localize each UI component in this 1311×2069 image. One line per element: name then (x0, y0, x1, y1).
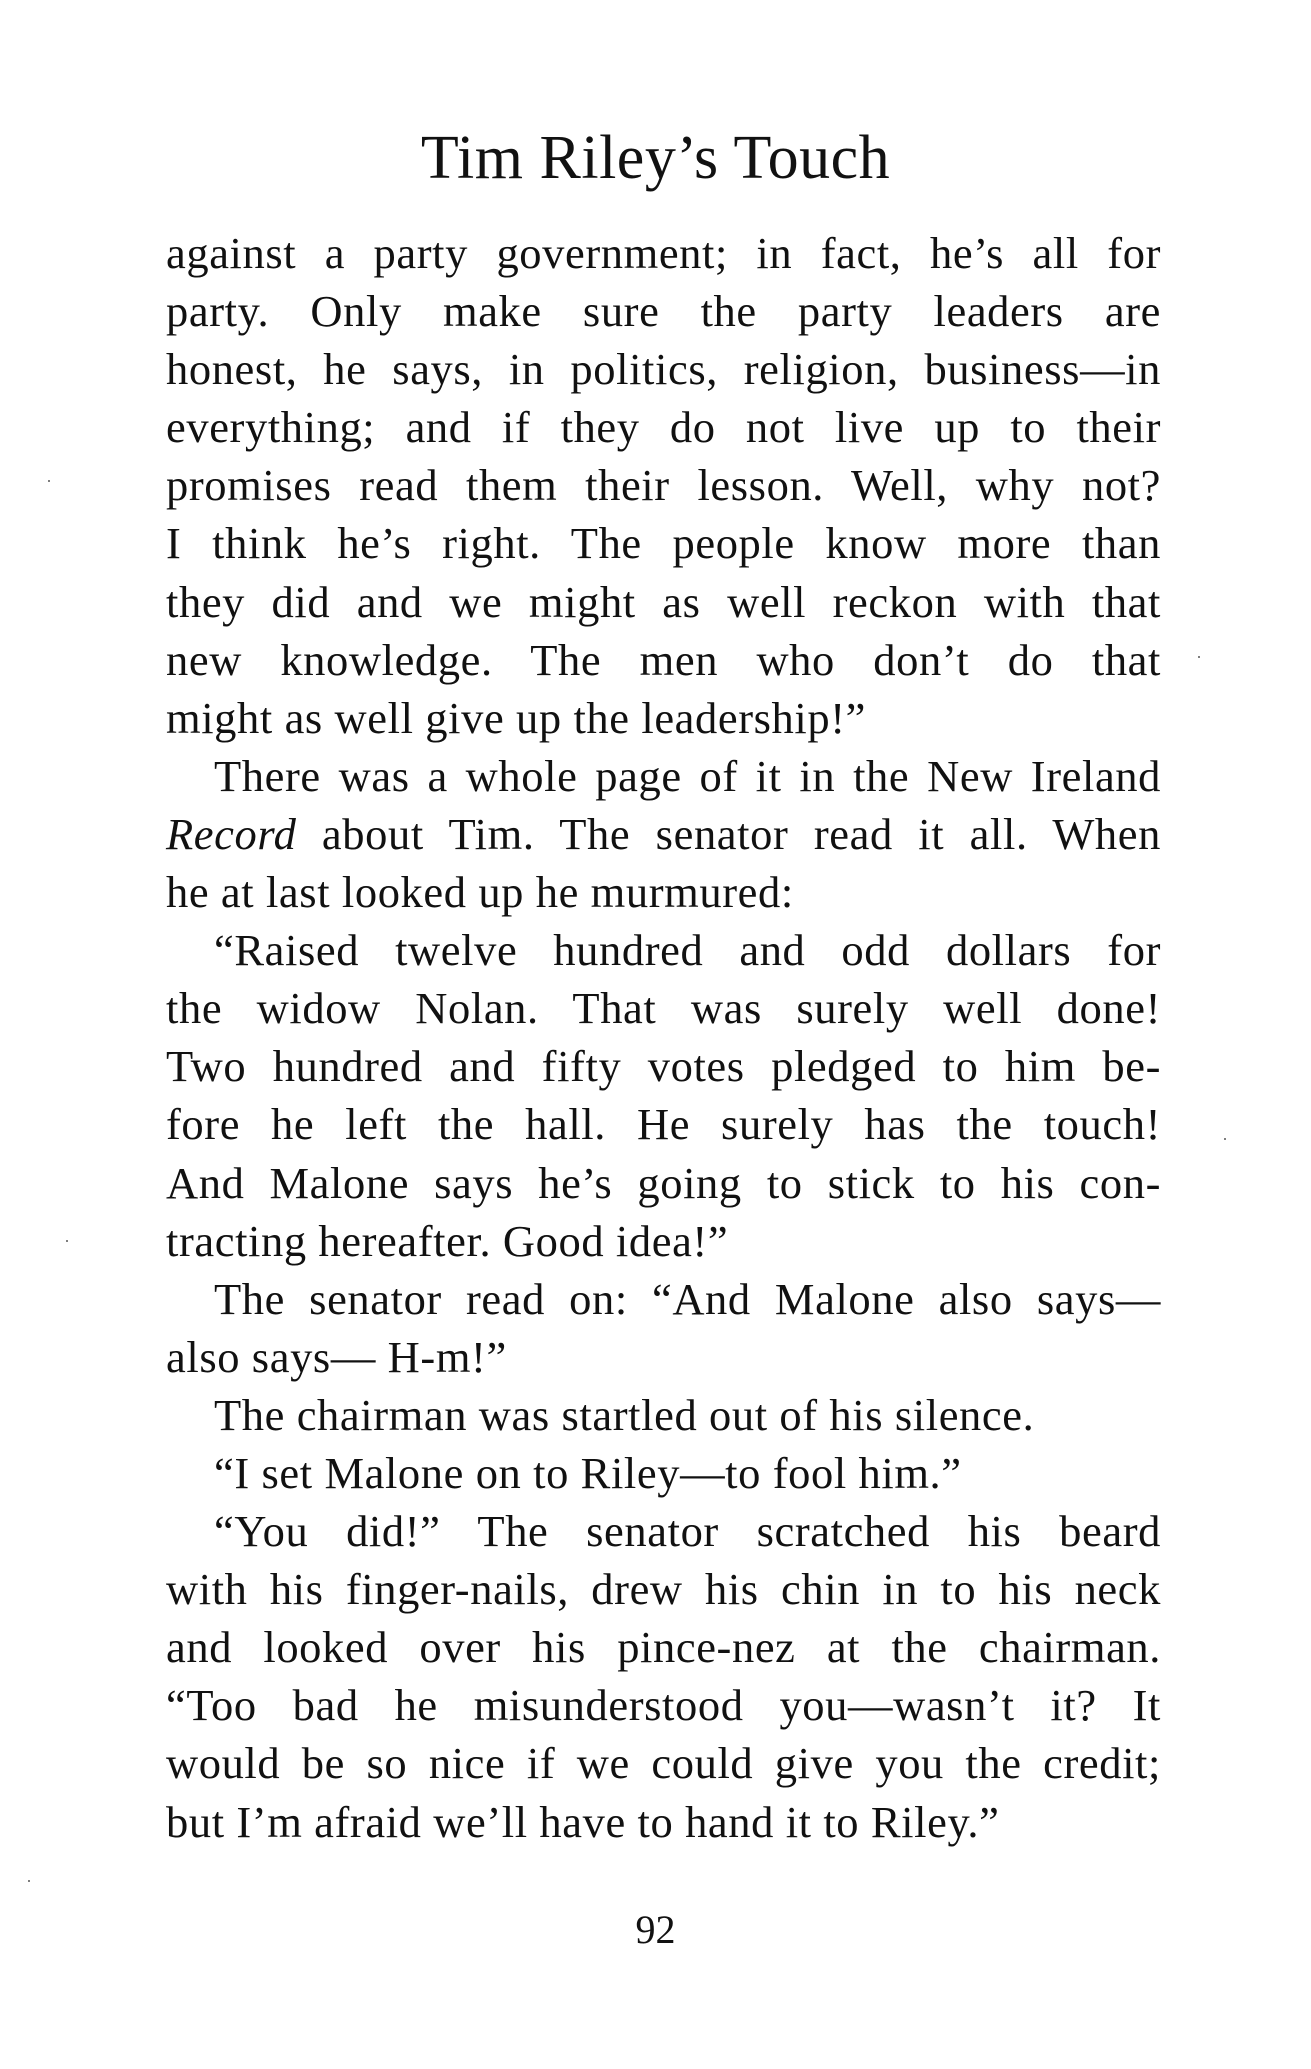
text-line (166, 514, 1161, 572)
text-line (166, 456, 1161, 514)
text-line-content: The chairman was startled out of his silence. (214, 1389, 1035, 1440)
text-line-content: the widow Nolan. That was surely well done! (166, 983, 1161, 1034)
text-line (166, 1270, 1161, 1328)
paper-speck (28, 1880, 30, 1882)
text-line (166, 1793, 1161, 1851)
text-line (166, 921, 1161, 979)
text-line-content: Two hundred and fifty votes pledged to him be- (166, 1041, 1161, 1092)
text-line (166, 398, 1161, 456)
text-line (166, 1734, 1161, 1792)
text-line-content: And Malone says he’s going to stick to his con- (166, 1157, 1161, 1208)
text-line (166, 1037, 1161, 1095)
text-line-content: party. Only make sure the party leaders are (166, 286, 1161, 337)
text-line-content: “I set Malone on to Riley—to fool him.” (214, 1447, 962, 1498)
text-line (166, 1444, 1161, 1502)
text-line (166, 1618, 1161, 1676)
paper-speck (1224, 1138, 1226, 1140)
paper-speck (48, 480, 50, 482)
text-line (166, 805, 1161, 863)
text-line-content: with his finger-nails, drew his chin in to his neck (166, 1564, 1161, 1615)
page-number: 92 (635, 1907, 676, 1952)
text-line-content: might as well give up the leadership!” (166, 692, 866, 743)
text-line (166, 282, 1161, 340)
text-line (166, 1560, 1161, 1618)
text-line (166, 1676, 1161, 1734)
text-line (166, 224, 1161, 282)
text-line (166, 863, 1161, 921)
text-line-content: honest, he says, in politics, religion, business—in (166, 344, 1161, 395)
paper-speck (66, 1240, 68, 1242)
text-line (166, 1095, 1161, 1153)
text-line-content: he at last looked up he murmured: (166, 867, 794, 918)
text-line-content: would be so nice if we could give you the credit; (166, 1738, 1161, 1789)
text-line (166, 747, 1161, 805)
text-line-content: “Raised twelve hundred and odd dollars for (214, 925, 1161, 976)
text-line-content: about Tim. The senator read it all. When (296, 808, 1161, 859)
text-line-content: There was a whole page of it in the New Ireland (214, 750, 1161, 801)
text-line (166, 1328, 1161, 1386)
italic-title: Record (166, 808, 297, 859)
text-line-content: also says— H-m!” (166, 1331, 507, 1382)
text-line-content: promises read them their lesson. Well, why not? (166, 460, 1161, 511)
text-line-content: new knowledge. The men who don’t do that (166, 634, 1161, 685)
text-line-content: “You did!” The senator scratched his beard (214, 1506, 1161, 1557)
text-line (166, 1502, 1161, 1560)
text-line-content: everything; and if they do not live up to their (166, 402, 1161, 453)
text-line (166, 1386, 1161, 1444)
text-line (166, 689, 1161, 747)
text-line (166, 631, 1161, 689)
text-line-content: against a party government; in fact, he’s all for (166, 228, 1161, 278)
text-line-content: The senator read on: “And Malone also says— (214, 1273, 1161, 1324)
running-head: Tim Riley’s Touch (420, 124, 891, 192)
text-line-content: they did and we might as well reckon with that (166, 576, 1161, 627)
body-text (166, 224, 1161, 1851)
text-line-content: “Too bad he misunderstood you—wasn’t it? It (166, 1680, 1161, 1731)
text-line (166, 979, 1161, 1037)
text-line-content: fore he left the hall. He surely has the touch! (166, 1099, 1161, 1150)
text-line-content: I think he’s right. The people know more than (166, 518, 1161, 569)
text-line-content: but I’m afraid we’ll have to hand it to Riley.” (166, 1796, 1000, 1847)
paper-speck (1198, 656, 1200, 658)
text-line-content: tracting hereafter. Good idea!” (166, 1215, 729, 1266)
text-line (166, 573, 1161, 631)
text-line-content: and looked over his pince-nez at the chairman. (166, 1622, 1161, 1673)
text-line (166, 1154, 1161, 1212)
text-line (166, 1212, 1161, 1270)
text-line (166, 340, 1161, 398)
